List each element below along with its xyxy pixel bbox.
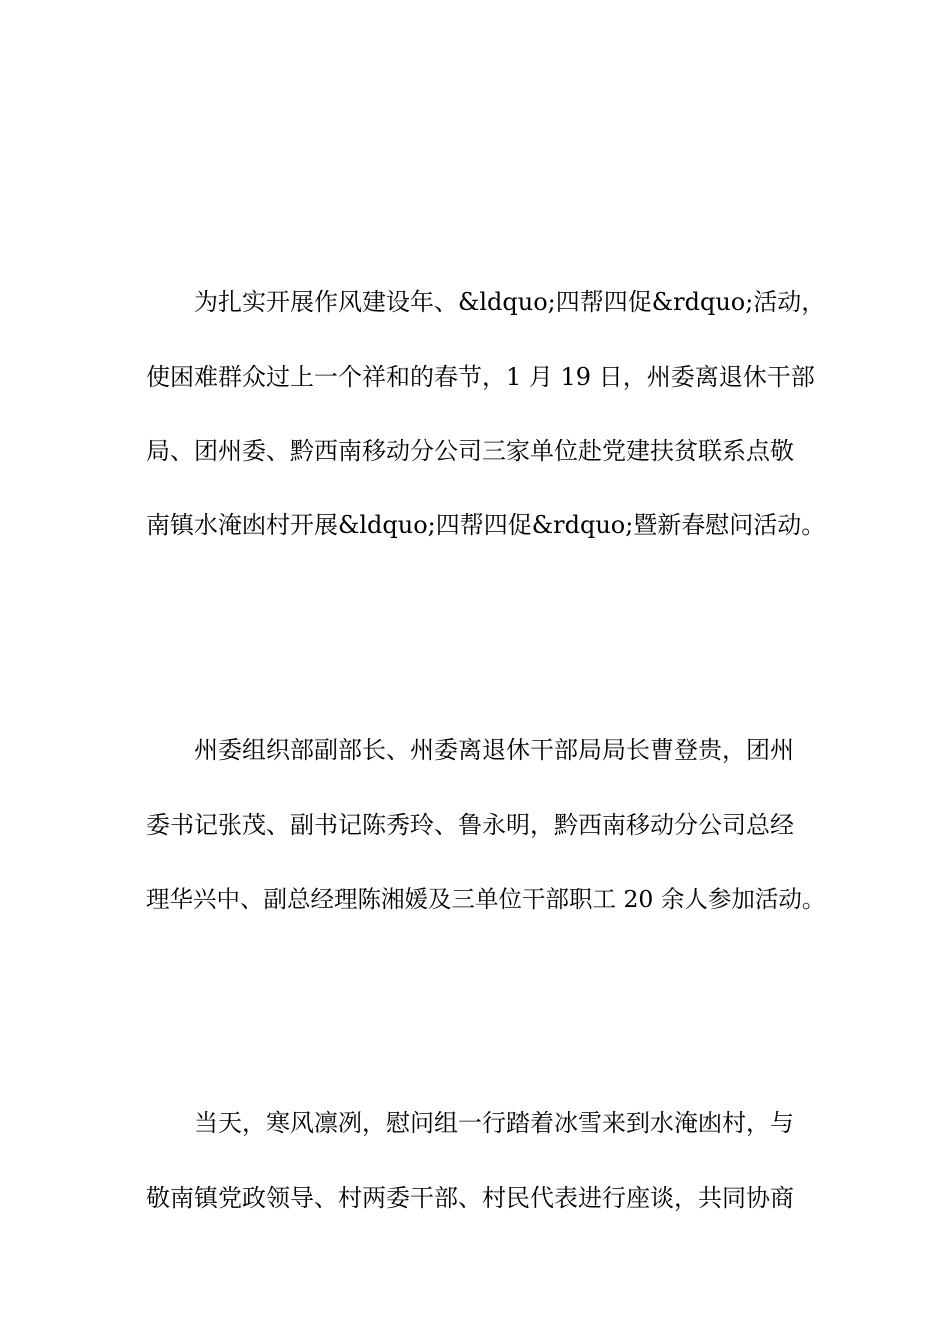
- text-line: 使困难群众过上一个祥和的春节，1 月 19 日，州委离退休干部: [146, 363, 815, 391]
- text-line: 为扎实开展作风建设年、&ldquo;四帮四促&rdquo;活动，: [194, 288, 826, 316]
- text-line: 敬南镇党政领导、村两委干部、村民代表进行座谈，共同协商: [146, 1184, 794, 1212]
- text-line: 委书记张茂、副书记陈秀玲、鲁永明，黔西南移动分公司总经: [146, 811, 794, 839]
- text-line: 州委组织部副部长、州委离退休干部局局长曹登贵，团州: [194, 736, 794, 764]
- text-line: 局、团州委、黔西南移动分公司三家单位赴党建扶贫联系点敬: [146, 437, 794, 465]
- text-line: 理华兴中、副总经理陈湘媛及三单位干部职工 20 余人参加活动。: [146, 885, 826, 913]
- text-line: 南镇水淹凼村开展&ldquo;四帮四促&rdquo;暨新春慰问活动。: [146, 511, 826, 539]
- text-line: 当天，寒风凛冽，慰问组一行踏着冰雪来到水淹凼村，与: [194, 1109, 794, 1137]
